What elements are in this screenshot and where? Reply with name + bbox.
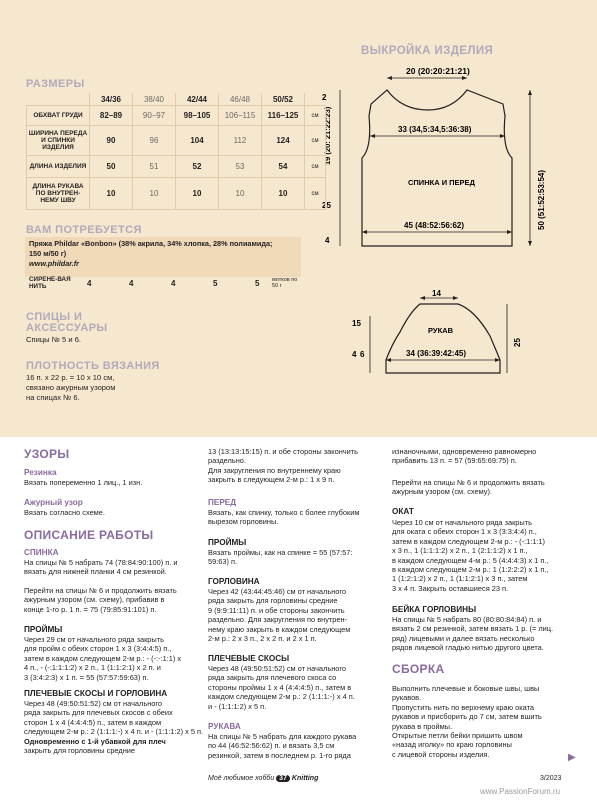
cell: 90 — [90, 126, 133, 156]
cell: 96 — [133, 126, 176, 156]
next-arrow-icon: ▶ — [568, 752, 576, 763]
cell: 51 — [133, 156, 176, 178]
cell: 82–89 — [90, 106, 133, 126]
line: ряд) лицевыми и далее вязать несколько — [392, 633, 535, 643]
line: Выполнить плечевые и боковые швы, швы — [392, 684, 540, 693]
needles-title: СПИЦЫ И АКСЕССУАРЫ — [26, 311, 108, 334]
line: с лицевой стороны изделия. — [392, 749, 490, 759]
cell: 10 — [133, 178, 176, 210]
line: На спицы № 5 набрать для каждого рукава — [208, 732, 357, 741]
sh-text — [208, 664, 355, 711]
line: ряда закрыть для плечевого скоса со — [208, 673, 337, 683]
line: х 3 п., 1 (1:1:1:2) х 2 п., 1 (2:1:1:2) х 1 п., — [392, 546, 528, 556]
row-label: ШИРИНА ПЕРЕДА И СПИНКИ ИЗДЕЛИЯ — [27, 126, 90, 156]
mag-name: Моё любимое хобби — [208, 775, 275, 782]
back-title: СПИНКА — [24, 548, 59, 557]
unit: см — [305, 156, 326, 178]
shoulders-title: ПЛЕЧЕВЫЕ СКОСЫ И ГОРЛОВИНА — [24, 689, 168, 698]
line: затем в каждом следующем 2-м р.: - (-:1:1:1) — [392, 536, 545, 546]
row-label: ОБХВАТ ГРУДИ — [27, 106, 90, 126]
line: по 44 (46:52:56:62) п. и вязать 3,5 см — [208, 741, 335, 751]
line: Через 42 (43:44:45:46) см от начального — [208, 587, 347, 596]
cell: 90–97 — [133, 106, 176, 126]
dim-chest: 33 (34,5:34,5:36:38) — [398, 125, 472, 134]
sleeve-25: 25 — [513, 338, 522, 347]
yarn-site: www.phildar.fr — [29, 259, 80, 268]
patterns-title: УЗОРЫ — [24, 447, 70, 461]
cell: 116–125 — [262, 106, 305, 126]
watermark-site: www.PassionForum.ru — [480, 787, 561, 796]
line: закрыть в следующем 2-м р.: 1 х 9 п. — [208, 475, 335, 485]
needles-text: Спицы № 5 и 6. — [26, 335, 82, 344]
gauge-text — [26, 373, 115, 403]
sleeve-6: 6 — [360, 350, 365, 359]
line: На спицы № 5 набрать 80 (80:80:84:84) п. и — [392, 615, 542, 624]
cell: 10 — [219, 178, 262, 210]
line: Пропустить нить по верхнему краю оката — [392, 702, 535, 712]
cell: 54 — [262, 156, 305, 178]
cell: 50 — [90, 156, 133, 178]
line: затем в каждом следующем 2-м р.: - (-:-:1:1) х — [24, 653, 182, 663]
skein-count: 4 — [129, 279, 134, 288]
line: вязать 2 см резинкой, затем вязать 1 р. (= лиц. — [392, 624, 554, 634]
skein-count: 5 — [213, 279, 218, 288]
dim-hem: 4 — [325, 236, 330, 245]
line: стороны проймы 1 х 4 (4:4:4:5) п., затем в — [208, 682, 352, 692]
line: ажурным узором (см. схему). — [392, 487, 492, 497]
line: 4 п., - (-:1:1:1:2) х 2 п., 1 (1:1:2:1) х 2 п. и — [24, 663, 161, 673]
cell: 112 — [219, 126, 262, 156]
page-number: 37 — [276, 775, 290, 782]
line: Для закругления по внутреннему краю — [208, 465, 341, 475]
sleeve-15: 15 — [352, 319, 361, 328]
line: вязать для нижней планки 4 см резинкой. — [24, 567, 167, 577]
dim-hem-width: 45 (48:52:56:62) — [404, 221, 465, 230]
neck-title: ГОРЛОВИНА — [208, 577, 260, 586]
cell: 10 — [176, 178, 219, 210]
line: 1 (1:2:1:2) х 2 п., 1 (1:1:2:1) х 3 п., затем — [392, 574, 528, 584]
line: 59:63) п. — [208, 557, 238, 567]
line: следующем 2-м р.: 2 (1:1:1:-) х 4 п. и - (1:1:1:2) х 5 п. — [24, 727, 204, 737]
footer-mag — [208, 775, 318, 782]
line: 3 (3:4:2:3) х 1 п. = 55 (57:57:59:63) п. — [24, 672, 149, 682]
line: 9 (9:9:11:11) п. и обе стороны закончить — [208, 605, 345, 615]
sh-title: ПЛЕЧЕВЫЕ СКОСЫ — [208, 654, 290, 663]
skein-unit: мотков по 50 г — [272, 277, 298, 289]
mag-sub: Knitting — [291, 775, 319, 782]
yarn-line: 150 м/50 г) — [29, 249, 67, 258]
cell: 98–105 — [176, 106, 219, 126]
unit: см — [305, 126, 326, 156]
line: Через 48 (49:50:51:52) см от начального — [24, 699, 163, 708]
neck-text — [208, 587, 350, 643]
front-text — [208, 508, 359, 527]
line: и - (1:1:1:2) х 5 п. — [208, 701, 267, 711]
line: рукавов. — [392, 693, 422, 703]
collar-text — [392, 615, 553, 653]
col2-p0 — [208, 447, 358, 485]
line: в каждом следующем 2-м р.: 1 (1:2:2:2) х 1 п., — [392, 565, 549, 575]
rib-text: Вязать попеременно 1 лиц., 1 изн. — [24, 478, 143, 487]
line: 3 х 4 п. Закрыть оставшиеся 23 п. — [392, 583, 509, 593]
lace-title: Ажурный узор — [24, 498, 83, 507]
line: для оката с обеих сторон 1 х 3 (3:3:4:4) п., — [392, 527, 537, 537]
line: Перейти на спицы № 6 и продолжить вязать — [392, 478, 545, 487]
pattern-title: ВЫКРОЙКА ИЗДЕЛИЯ — [361, 45, 494, 57]
line: прибавить 13 п. = 57 (59:65:69:75) п. — [392, 456, 517, 466]
shoulders-text — [24, 699, 203, 755]
skein-count: 4 — [171, 279, 176, 288]
line: каждом следующем 2-м р.: 2 (1:1:1:-) х 4 п. — [208, 692, 355, 702]
sleeve-4: 4 — [352, 350, 357, 359]
line: Через 29 см от начального ряда закрыть — [24, 635, 164, 644]
dim-armhole: 19 (20: 21:22:23) — [323, 106, 332, 165]
line: раздельно. Для закругления по внутрен- — [208, 615, 348, 625]
cell: 106–115 — [219, 106, 262, 126]
sleeves-title: РУКАВА — [208, 722, 241, 731]
dim-shoulder: 2 — [322, 93, 327, 102]
yarn-line: Пряжа Phildar «Bonbon» (38% акрила, 34% хлопка, 28% полиамида; — [29, 239, 273, 248]
skein-count: 5 — [255, 279, 260, 288]
line: для пройм с обеих сторон 1 х 3 (3:4:4:5) п., — [24, 644, 172, 654]
line: Перейти на спицы № 6 и продолжить вязать — [24, 586, 177, 595]
col3-p1 — [392, 478, 545, 497]
okat-title: ОКАТ — [392, 507, 414, 516]
line: Вязать, как спинку, только с более глубоким — [208, 508, 360, 517]
line: ажурным узором (см. схему), прибавив в — [24, 595, 165, 605]
line: Через 10 см от начального ряда закрыть — [392, 518, 532, 527]
row-label: ДЛИНА ИЗДЕЛИЯ — [27, 156, 90, 178]
back-front-label: СПИНКА И ПЕРЕД — [408, 178, 475, 187]
line: Одновременно с 1-й убавкой для плеч — [24, 736, 166, 746]
line: ряда закрыть для плечевых скосов с обеих — [24, 708, 173, 718]
assembly-title: СБОРКА — [392, 662, 445, 676]
row-label: ДЛИНА РУКАВА ПО ВНУТРЕН-НЕМУ ШВУ — [27, 178, 90, 210]
sizes-table — [26, 93, 326, 210]
line: сторон 1 х 4 (4:4:4:5) п., затем в каждом — [24, 717, 162, 727]
sleeve-label: РУКАВ — [428, 326, 453, 335]
back-p2 — [24, 586, 177, 614]
size-col: 46/48 — [219, 93, 262, 106]
front-title: ПЕРЕД — [208, 498, 237, 507]
line: ряда закрыть для горловины средние — [208, 596, 338, 606]
back-p1 — [24, 558, 177, 577]
cell: 10 — [262, 178, 305, 210]
needs-title: ВАМ ПОТРЕБУЕТСЯ — [26, 224, 142, 236]
line: резинкой, затем в последнем р. 1-го ряда — [208, 750, 351, 760]
line: На спицы № 5 набрать 74 (78:84:90:100) п. и — [24, 558, 178, 567]
line: 2-м р.: 2 х 3 п., 2 х 2 п. и 2 х 1 п. — [208, 634, 317, 644]
arm-text — [208, 548, 352, 567]
gauge-line: 16 п. х 22 р. = 10 х 10 см, — [26, 373, 115, 382]
line: Через 48 (49:50:51:52) см от начального — [208, 664, 347, 673]
armholes-text — [24, 635, 181, 682]
sizes-title: РАЗМЕРЫ — [26, 78, 85, 90]
collar-title: БЕЙКА ГОРЛОВИНЫ — [392, 605, 477, 614]
size-col: 34/36 — [90, 93, 133, 106]
sleeves-text — [208, 732, 356, 760]
yarn-box — [25, 237, 301, 277]
gauge-line: на спицах № 6. — [26, 393, 80, 402]
dim-lower: 25 — [322, 201, 331, 210]
dim-length: 50 (51:52:53:54) — [537, 169, 546, 230]
line: рукавов и присборить до 7 см, затем вшить — [392, 712, 542, 722]
arm-title: ПРОЙМЫ — [208, 538, 247, 547]
line: нему краю закрыть в каждом следующем — [208, 624, 351, 634]
line: 13 (13:13:15:15) п. и обе стороны закончить — [208, 447, 359, 456]
cell: 104 — [176, 126, 219, 156]
sleeve-width: 34 (36:39:42:45) — [406, 349, 467, 358]
cell: 52 — [176, 156, 219, 178]
lace-text: Вязать согласно схеме. — [24, 508, 105, 517]
skein-row — [25, 275, 301, 292]
line: рукава в проймы. — [392, 721, 453, 731]
col3-p0 — [392, 447, 536, 466]
color-label: СИРЕНЕ-ВАЯ НИТЬ — [29, 276, 71, 290]
sleeve-outline — [386, 304, 500, 373]
line: «назад иголку» по краю горловины — [392, 740, 512, 750]
skein-count: 4 — [87, 279, 92, 288]
size-col: 38/40 — [133, 93, 176, 106]
assembly-text — [392, 684, 542, 759]
armholes-title: ПРОЙМЫ — [24, 625, 63, 634]
cell: 124 — [262, 126, 305, 156]
line: конце 1-го р. 1 п. = 75 (79:85:91:101) п. — [24, 604, 157, 614]
footer-issue: 3/2023 — [540, 775, 562, 782]
line: раздельно. — [208, 456, 246, 466]
gauge-line: связано ажурным узором — [26, 383, 116, 392]
okat-text — [392, 518, 548, 593]
pattern-diagram — [300, 60, 597, 405]
unit: см — [305, 106, 326, 126]
gauge-title: ПЛОТНОСТЬ ВЯЗАНИЯ — [26, 360, 160, 372]
line: вырезом горловины. — [208, 517, 279, 527]
size-col: 50/52 — [262, 93, 305, 106]
size-col: 42/44 — [176, 93, 219, 106]
cell: 53 — [219, 156, 262, 178]
line: Открытые петли бейки пришить швом — [392, 731, 523, 741]
line: изнаночными, одновременно равномерно — [392, 447, 537, 456]
line: в каждом следующем 4-м р.: 5 (4:4:4:3) х 1 п., — [392, 555, 549, 565]
line: Вязать проймы, как на спинке = 55 (57:57: — [208, 548, 353, 557]
cell: 10 — [90, 178, 133, 210]
line: рядов лицевой гладью нитью другого цвета. — [392, 643, 544, 653]
sleeve-top: 14 — [432, 289, 441, 298]
dim-neck: 20 (20:20:21:21) — [406, 66, 470, 76]
work-title: ОПИСАНИЕ РАБОТЫ — [24, 528, 154, 542]
unit: см — [305, 178, 326, 210]
rib-title: Резинка — [24, 468, 57, 477]
line: закрыть для горловины средние — [24, 746, 136, 756]
